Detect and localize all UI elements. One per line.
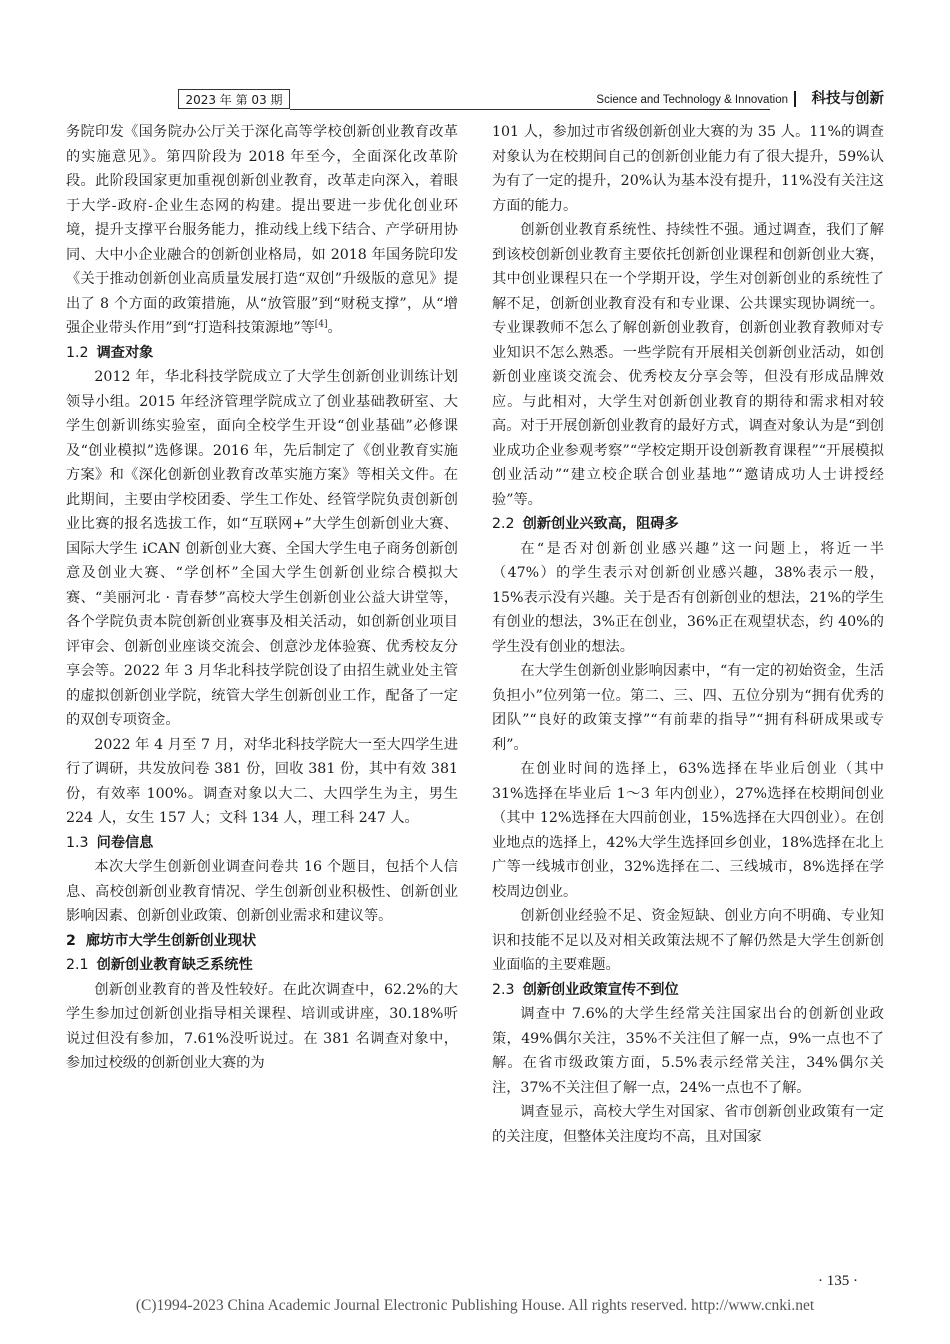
header-rule <box>290 109 770 110</box>
section-heading-2: 2 廊坊市大学生创新创业现状 <box>66 932 257 949</box>
journal-name-en: Science and Technology & Innovation <box>596 94 788 106</box>
paragraph: 创新创业教育系统性、持续性不强。通过调查，我们了解到该校创新创业教育主要依托创新创业课程和创新创业大赛，其中创业课程只在一个学期开设，学生对创新创业的系统性了解不足，创新创业教育没有和专业课、公共课实现协调统一。专业课教师不怎么了解创新创业教育，创新创业教育教师对专业知识不怎么熟悉。一些学院有开展相关创新创业活动，如创新创业座谈交流会、优秀校友分享会等，但没有形成品牌效应。与此相对，大学生对创新创业教育的期待和需求相对较高。对于开展创新创业教育的最好方式，调查对象认为是“到创业成功企业参观考察”“学校定期开设创新教育课程”“开展模拟创业活动”“建立校企联合创业基地”“邀请成功人士讲授经验”等。 <box>492 222 884 508</box>
running-header <box>178 88 884 112</box>
issue-label: 2023 年 第 03 期 <box>178 89 290 109</box>
paragraph: 在大学生创新创业影响因素中，“有一定的初始资金，生活负担小”位列第一位。第二、三、四、五位分别为“拥有优秀的团队”“良好的政策支撑”“有前辈的指导”“拥有科研成果或专利”。 <box>492 663 884 753</box>
paragraph: 101 人，参加过市省级创新创业大赛的为 35 人。11%的调查对象认为在校期间自己的创新创业能力有了很大提升，59%认为有了一定的提升，20%认为基本没有提升，11%没有关注这方面的能力。 <box>492 124 884 214</box>
copyright-notice: (C)1994-2023 China Academic Journal Electronic Publishing House. All rights reserved. http://www.cnki.net <box>135 1297 815 1314</box>
header-separator <box>794 91 796 107</box>
paragraph: 2022 年 4 月至 7 月，对华北科技学院大一至大四学生进行了调研，共发放问卷 381 份，回收 381 份，其中有效 381 份，有效率 100%。调查对象以大二、大四学生为主，男生 224 人，女生 157 人；文科 134 人，理工科 247 人。 <box>66 736 458 826</box>
paragraph: 调查中 7.6%的大学生经常关注国家出台的创新创业政策，49%偶尔关注，35%不关注但了解一点，9%一点也不了解。在省市级政策方面，5.5%表示经常关注，34%偶尔关注，37%不关注但了解一点，24%一点也不了解。 <box>492 1006 884 1096</box>
section-heading-1-3: 1.3 问卷信息 <box>66 834 154 851</box>
section-heading-2-3: 2.3 创新创业政策宣传不到位 <box>492 981 679 998</box>
section-heading-1-2: 1.2 调查对象 <box>66 344 154 361</box>
right-column <box>492 120 884 1149</box>
citation-ref: [4] <box>314 319 328 330</box>
journal-name-cn: 科技与创新 <box>811 91 884 107</box>
page-number: · 135 · <box>818 1273 858 1289</box>
paragraph: 2012 年，华北科技学院成立了大学生创新创业训练计划领导小组。2015 年经济管理学院成立了创业基础教研室、大学生创新训练实验室，面向全校学生开设“创业基础”必修课及“创业模拟”选修课。2016 年，先后制定了《创业教育实施方案》和《深化创新创业教育改革实施方案》等相关文件。在此期间，主要由学校团委、学生工作处、经管学院负责创新创业比赛的报名选拔工作，如“互联网+”大学生创新创业大赛、国际大学生 iCAN 创新创业大赛、全国大学生电子商务创新创意及创业大赛、“学创杯”全国大学生创新创业综合模拟大赛、“美丽河北 · 青春梦”高校大学生创新创业公益大讲堂等，各个学院负责本院创新创业赛事及相关活动，如创新创业项目评审会、创新创业座谈交流会、创意沙龙体验赛、优秀校友分享会等。2022 年 3 月华北科技学院创设了由招生就业处主管的虚拟创新创业学院，统管大学生创新创业工作，配备了一定的双创专项资金。 <box>66 369 458 728</box>
section-heading-2-2: 2.2 创新创业兴致高，阻碍多 <box>492 516 679 532</box>
paragraph: 创新创业经验不足、资金短缺、创业方向不明确、专业知识和技能不足以及对相关政策法规不了解仍然是大学生创新创业面临的主要难题。 <box>492 908 884 973</box>
section-heading-2-1: 2.1 创新创业教育缺乏系统性 <box>66 957 253 973</box>
paragraph: 务院印发《国务院办公厅关于深化高等学校创新创业教育改革的实施意见》。第四阶段为 2018 年至今，全面深化改革阶段。此阶段国家更加重视创新创业教育，改革走向深入，着眼于大学-政府-企业生态网的构建。提出要进一步优化创业环境，提升支撑平台服务能力，推动线上线下结合、产学研用协同、大中小企业融合的创新创业格局，如 2018 年国务院印发《关于推动创新创业高质量发展打造“双创”升级版的意见》提出了 8 个方面的政策措施，从“放管服”到“财税支撑”，从“增强企业带头作用”到“打造科技策源地”等[4]。 <box>66 124 458 336</box>
left-column <box>66 120 458 1076</box>
paragraph: 本次大学生创新创业调查问卷共 16 个题目，包括个人信息、高校创新创业教育情况、学生创新创业积极性、创新创业影响因素、创新创业政策、创新创业需求和建议等。 <box>66 859 458 924</box>
paragraph: 创新创业教育的普及性较好。在此次调查中，62.2%的大学生参加过创新创业指导相关课程、培训或讲座，30.18%听说过但没有参加，7.61%没听说过。在 381 名调查对象中，参加过校级的创新创业大赛的为 <box>66 981 458 1071</box>
paragraph: 在“是否对创新创业感兴趣”这一问题上，将近一半（47%）的学生表示对创新创业感兴趣，38%表示一般，15%表示没有兴趣。关于是否有创新创业的想法，21%的学生有创业的想法，3%正在创业，36%正在观望状态，约 40%的学生没有创业的想法。 <box>492 540 884 655</box>
paragraph: 调查显示，高校大学生对国家、省市创新创业政策有一定的关注度，但整体关注度均不高，且对国家 <box>492 1104 884 1145</box>
paragraph: 在创业时间的选择上，63%选择在毕业后创业（其中 31%选择在毕业后 1～3 年内创业），27%选择在校期间创业（其中 12%选择在大四前创业，15%选择在大四创业）。在创业地点的选择上，42%大学生选择回乡创业，18%选择在北上广等一线城市创业，32%选择在二、三线城市，8%选择在学校周边创业。 <box>492 761 884 900</box>
